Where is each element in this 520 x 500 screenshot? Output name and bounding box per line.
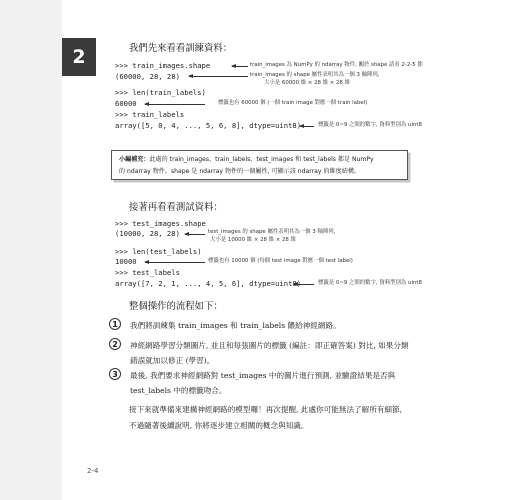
code-line: >>> test_images.shape <box>115 219 206 228</box>
code-line: 10000 <box>115 257 137 266</box>
annotation-text: train_images 的 shape 屬性表明其為一個 3 軸陣列, <box>250 72 380 78</box>
code-line: >>> train_labels <box>115 110 185 119</box>
annotation-arrow <box>145 262 205 263</box>
annotation-text: 標籤也有 60000 個 (一個 train image 對應一個 train label) <box>218 100 368 106</box>
code-line: array([7, 2, 1, ..., 4, 5, 6], dtype=uint8) <box>115 279 302 288</box>
annotation-text: test_images 的 shape 屬性表明其為一個 3 軸陣列, <box>208 229 336 235</box>
step-number-badge: 3 <box>109 368 121 380</box>
note-title: 小編補充： <box>119 156 150 163</box>
code-line: >>> len(test_labels) <box>115 247 202 256</box>
code-line: >>> len(train_labels) <box>115 88 206 97</box>
note-text: 此處的 train_images、train_labels、test_images 和 test_labels 都是 NumPy <box>149 156 374 163</box>
annotation-arrow <box>232 66 248 67</box>
step-text: 我們將訓練集 train_images 和 train_labels 餵給神經網路。 <box>130 321 341 330</box>
editor-note-box <box>111 150 408 180</box>
annotation-arrow <box>294 284 314 285</box>
annotation-arrow <box>300 126 314 127</box>
note-text: 的 ndarray 物件。shape 是 ndarray 物件的一個屬性, 可顯示該 ndarray 的維度結構。 <box>119 168 361 175</box>
page-number: 2-4 <box>87 467 99 475</box>
test-data-heading: 接著再看看測試資料： <box>129 202 223 213</box>
annotation-text: 標籤是 0~9 之間的數字, 資料型別為 uint8 <box>318 280 422 286</box>
code-line: (60000, 28, 28) <box>115 72 180 81</box>
annotation-text: train_images 為 NumPy 的 ndarray 物件, 關於 shape 請看 2-2-5 節 <box>250 62 423 68</box>
step-text: 最後, 我們要求神經網路對 test_images 中的圖片進行預測, 並驗證結果是否與 test_labels 中的標籤吻合。 <box>130 371 396 395</box>
training-data-heading: 我們先來看看訓練資料： <box>129 43 233 54</box>
annotation-text: 標籤是 0~9 之間的數字, 資料型別為 uint8 <box>318 122 422 128</box>
step-number-badge: 2 <box>109 338 121 350</box>
step-number-badge: 1 <box>109 318 121 330</box>
annotation-arrow <box>189 76 248 77</box>
chapter-tab: 2 <box>62 38 96 76</box>
closing-paragraph: 接下來就準備來建構神經網路的模型囉！再次提醒, 此處你可能無法了解所有細節, 不過隨著後續說明, 你將逐步建立相關的概念與知識。 <box>129 405 403 430</box>
code-line: >>> test_labels <box>115 268 180 277</box>
code-line: (10000, 28, 28) <box>115 229 180 238</box>
workflow-heading: 整個操作的流程如下： <box>129 301 223 312</box>
annotation-text: 標籤也有 10000 個 (每個 test image 對應一個 test label) <box>208 258 353 264</box>
code-line: array([5, 0, 4, ..., 5, 6, 8], dtype=uint8) <box>115 121 302 130</box>
annotation-text: 大小是 60000 維 × 28 維 × 28 維 <box>264 80 350 86</box>
step-text: 神經網路學習分類圖片, 並且和每張圖片的標籤 (編註：即正確答案) 對比, 如果分類錯誤就加以修正 (學習)。 <box>130 341 409 365</box>
code-line: >>> train_images.shape <box>115 61 211 70</box>
annotation-arrow <box>145 104 205 105</box>
annotation-text: 大小是 10000 維 × 28 維 × 28 維 <box>210 237 296 243</box>
annotation-arrow <box>185 234 205 235</box>
code-line: 60000 <box>115 99 137 108</box>
